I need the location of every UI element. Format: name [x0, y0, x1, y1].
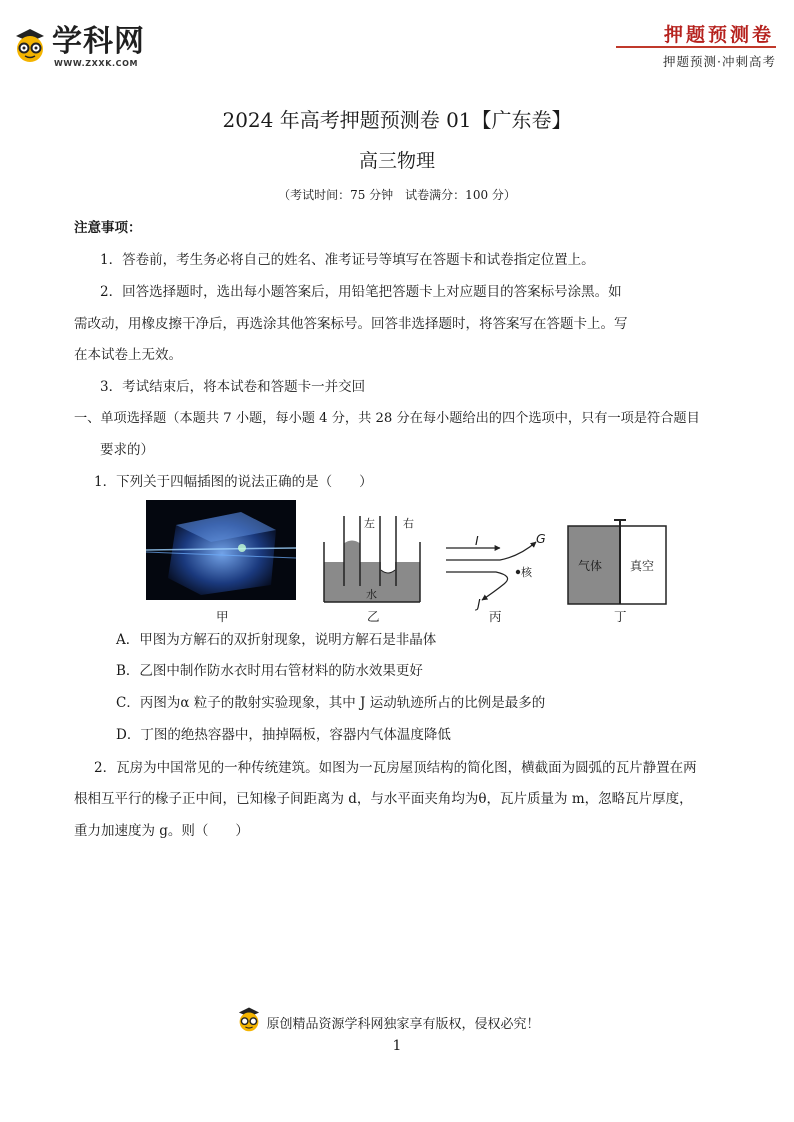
footer-copyright: 原创精品资源学科网独家享有版权，侵权必究！ — [266, 1017, 540, 1032]
logo-name: 学科网 — [52, 24, 145, 59]
notice-item-1: 1．答卷前，考生务必将自己的姓名、准考证号等填写在答题卡和试卷指定位置上。 — [100, 252, 595, 268]
question-2-line-3: 重力加速度为 g。则（ ） — [74, 823, 249, 839]
stamp-title: 押题预测卷 — [663, 24, 774, 46]
figure-yi-caption: 乙 — [367, 609, 380, 624]
exam-info: （考试时间：75 分钟 试卷满分：100 分） — [278, 188, 516, 202]
logo-url: WWW.ZXXK.COM — [54, 59, 139, 68]
page-subtitle: 高三物理 — [358, 150, 435, 172]
page-title: 2024 年高考押题预测卷 01【广东卷】 — [222, 108, 572, 132]
figure-yi-right-label: 右 — [403, 517, 414, 530]
question-1-option-c: C．丙图为α 粒子的散射实验现象，其中 J 运动轨迹所占的比例是最多的 — [116, 695, 546, 711]
figure-bing-caption: 丙 — [489, 609, 502, 624]
figure-bing-scattering — [440, 530, 550, 610]
logo-mascot-icon — [12, 27, 48, 63]
question-2-line-1: 2．瓦房为中国常见的一种传统建筑。如图为一瓦房屋顶结构的简化图，横截面为圆弧的瓦片静置在两 — [94, 760, 697, 776]
section-heading-cont: 要求的） — [100, 442, 154, 458]
page-number: 1 — [392, 1038, 402, 1054]
notice-item-2-line-2: 需改动，用橡皮擦干净后，再选涂其他答案标号。回答非选择题时，将答案写在答题卡上。写 — [74, 316, 628, 332]
question-2-line-2: 根相互平行的椽子正中间，已知椽子间距离为 d，与水平面夹角均为θ，瓦片质量为 m，忽略瓦片厚度， — [74, 791, 693, 807]
figure-bing-J-label: J — [477, 596, 481, 611]
figure-bing-I-label: I — [475, 533, 479, 548]
figure-ding-vacuum-label: 真空 — [630, 559, 655, 573]
notice-item-2-line-1: 2．回答选择题时，选出每小题答案后，用铅笔把答题卡上对应题目的答案标号涂黑。如 — [100, 284, 622, 300]
section-heading: 一、单项选择题（本题共 7 小题，每小题 4 分，共 28 分在每小题给出的四个选项中，只有一项是符合题目 — [74, 411, 700, 426]
question-1-stem: 1．下列关于四幅插图的说法正确的是（ ） — [94, 474, 373, 490]
notice-item-2-line-3: 在本试卷上无效。 — [74, 347, 182, 363]
header-slogan: 押题预测·冲刺高考 — [663, 54, 776, 69]
figure-jia-caption: 甲 — [216, 609, 229, 624]
question-1-option-a: A．甲图为方解石的双折射现象，说明方解石是非晶体 — [116, 632, 437, 648]
figure-ding-gas-label: 气体 — [578, 559, 603, 573]
notice-item-3: 3．考试结束后，将本试卷和答题卡一并交回 — [100, 379, 366, 395]
header-divider — [616, 46, 776, 48]
figure-jia-calcite-photo — [146, 500, 296, 600]
figure-yi-water-label: 水 — [366, 588, 377, 601]
question-1-option-b: B．乙图中制作防水衣时用右管材料的防水效果更好 — [116, 663, 423, 679]
figure-ding-caption: 丁 — [614, 609, 627, 624]
question-1-option-d: D．丁图的绝热容器中，抽掉隔板，容器内气体温度降低 — [116, 727, 451, 743]
figure-bing-G-label: G — [536, 531, 546, 546]
figure-yi-left-label: 左 — [364, 517, 375, 530]
notice-heading: 注意事项： — [74, 220, 142, 236]
figure-bing-nucleus-label: 核 — [521, 566, 532, 579]
